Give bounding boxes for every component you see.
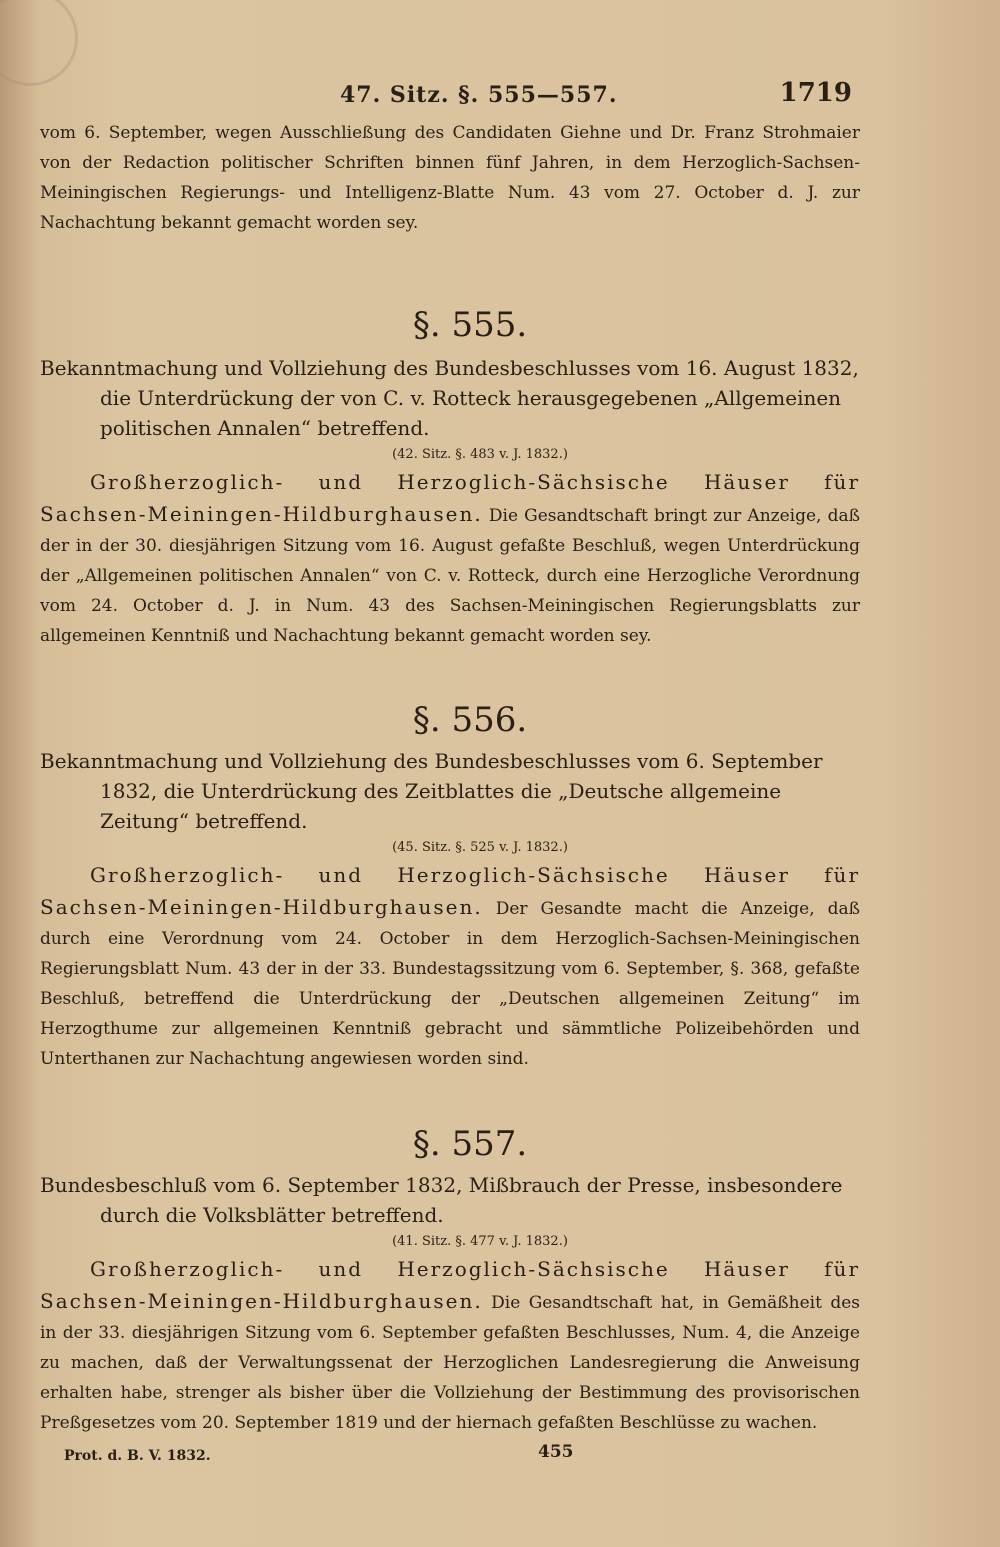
section-reference: (41. Sitz. §. 477 v. J. 1832.) xyxy=(392,1234,568,1249)
section-text: Die Gesandtschaft hat, in Gemäßheit des in der 33. diesjährigen Sitzung vom 6. September gefaßten Beschlusses, Num. 4, die Anzeige zu machen, daß der Verwaltungssenat der Herzoglichen Landesregierung die Anweisung erhalten habe, strenger als bisher über die Vollziehung der Bestimmung des provisorischen Preßgesetzes vom 20. September 1819 und der hiernach gefaßten Beschlüsse zu wachen. xyxy=(40,1293,861,1433)
section-title: Bundesbeschluß vom 6. September 1832, Mißbrauch der Presse, insbesondere durch die Volksblätter betreffend. xyxy=(40,1173,843,1227)
section-lead: Großherzoglich- und Herzoglich-Sächsische Häuser für Sachsen-Meiningen-Hildburghausen. xyxy=(40,863,860,919)
section-reference: (42. Sitz. §. 483 v. J. 1832.) xyxy=(392,447,568,462)
section-556 xyxy=(40,700,860,1074)
section-text: Der Gesandte macht die Anzeige, daß durch eine Verordnung vom 24. October in dem Herzoglich-Sachsen-Meiningischen Regierungsblatt Num. 43 der in der 33. Bundestagssitzung vom 6. September, §. 368, gefaßte Beschluß, betreffend die Unterdrückung der „Deutschen allgemeinen Zeitung“ im Herzogthume zur allgemeinen Kenntniß gebracht und sämmtliche Polizeibehörden und Unterthanen zur Nachachtung angewiesen worden sind. xyxy=(40,899,861,1069)
section-body xyxy=(40,860,860,1074)
section-title: Bekanntmachung und Vollziehung des Bundesbeschlusses vom 16. August 1832, die Unterdrückung der von C. v. Rotteck herausgegebenen „Allgemeinen politischen Annalen“ betreffend. xyxy=(40,356,859,440)
section-lead: Großherzoglich- und Herzoglich-Sächsische Häuser für Sachsen-Meiningen-Hildburghausen. xyxy=(40,1257,860,1313)
section-body xyxy=(40,467,860,651)
section-number: §. 555. xyxy=(412,305,528,345)
library-stamp xyxy=(0,0,78,86)
section-number: §. 557. xyxy=(412,1124,528,1164)
section-reference: (45. Sitz. §. 525 v. J. 1832.) xyxy=(392,840,568,855)
section-number: §. 556. xyxy=(412,700,528,740)
footer-source: Prot. d. B. V. 1832. xyxy=(64,1448,211,1464)
section-body xyxy=(40,1254,860,1438)
page-number: 1719 xyxy=(779,78,852,108)
section-title: Bekanntmachung und Vollziehung des Bundesbeschlusses vom 6. September 1832, die Unterdrückung des Zeitblattes die „Deutsche allgemeine Zeitung“ betreffend. xyxy=(40,749,823,833)
section-lead: Großherzoglich- und Herzoglich-Sächsische Häuser für Sachsen-Meiningen-Hildburghausen. xyxy=(40,470,860,526)
footer-signature-number: 455 xyxy=(538,1442,574,1462)
section-555 xyxy=(40,305,860,651)
running-header: 47. Sitz. §. 555—557. xyxy=(340,82,618,108)
intro-paragraph: vom 6. September, wegen Ausschließung des Candidaten Giehne und Dr. Franz Strohmaier von der Redaction politischer Schriften binnen fünf Jahren, in dem Herzoglich-Sachsen-Meiningischen Regierungs- und Intelligenz-Blatte Num. 43 vom 27. October d. J. zur Nachachtung bekannt gemacht worden sey. xyxy=(40,123,860,233)
intro-paragraph-block xyxy=(40,118,860,238)
section-text: Die Gesandtschaft bringt zur Anzeige, daß der in der 30. diesjährigen Sitzung vom 16. August gefaßte Beschluß, wegen Unterdrückung der „Allgemeinen politischen Annalen“ von C. v. Rotteck, durch eine Herzogliche Verordnung vom 24. October d. J. in Num. 43 des Sachsen-Meiningischen Regierungsblatts zur allgemeinen Kenntniß und Nachachtung bekannt gemacht worden sey. xyxy=(40,506,860,646)
section-557 xyxy=(40,1124,860,1438)
